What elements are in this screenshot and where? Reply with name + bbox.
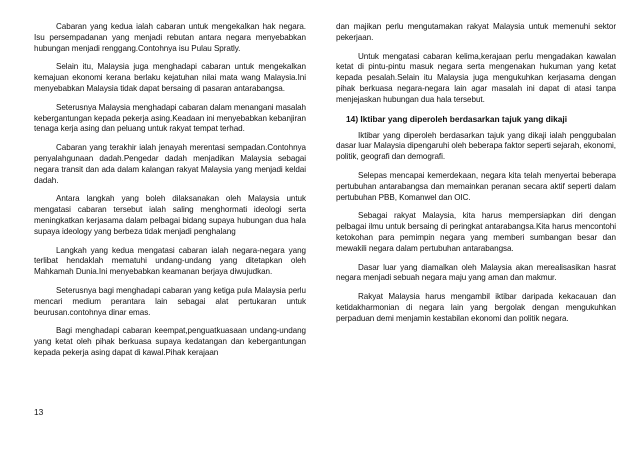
paragraph: Iktibar yang diperoleh berdasarkan tajuk yang dikaji ialah penggubalan dasar luar Malaysia dipengaruhi oleh beberapa faktor seperti sejarah, ekonomi, politik, geografi dan demografi. bbox=[336, 130, 616, 162]
paragraph: Antara langkah yang boleh dilaksanakan oleh Malaysia untuk mengatasi cabaran tersebut ialah saling menghormati ideologi serta meningkatkan kerjasama dalam pelbagai bidang supaya hubungan dua hala supaya ideology yang berbeza tidak menjadi penghalang bbox=[34, 194, 306, 236]
paragraph: Dasar luar yang diamalkan oleh Malaysia akan merealisasikan hasrat negara menjadi sebuah negara maju yang aman dan makmur. bbox=[336, 262, 616, 283]
paragraph: Rakyat Malaysia harus mengambil iktibar daripada kekacauan dan ketidakharmonian di negara lain yang bergolak dengan mengukuhkan perpaduan demi menjamin kestabilan ekonomi dan politik negara. bbox=[336, 292, 616, 323]
paragraph: Cabaran yang kedua ialah cabaran untuk mengekalkan hak negara. Isu persempadanan yang menjadi rebutan antara negara menyebabkan hubungan menjadi renggang.Contohnya isu Pulau Spratly. bbox=[34, 22, 306, 53]
paragraph: Langkah yang kedua mengatasi cabaran ialah negara-negara yang terlibat hendaklah mematuhi undang-undang yang ditetapkan oleh Mahkamah Dunia.Ini menyebabkan keamanan berjaya diwujudkan. bbox=[34, 245, 306, 277]
section-heading: 14) Iktibar yang diperoleh berdasarkan tajuk yang dikaji bbox=[346, 113, 568, 124]
paragraph: Selepas mencapai kemerdekaan, negara kita telah menyertai beberapa pertubuhan antarabangsa dan memainkan peranan secara aktif seperti dalam pertubuhan PBB, Komanwel dan OIC. bbox=[336, 170, 616, 202]
paragraph: Selain itu, Malaysia juga menghadapi cabaran untuk mengekalkan kemajuan ekonomi kerana berlaku kejatuhan nilai mata wang Malaysia.Ini menyebabkan Malaysia tidak dapat bersaing di pasaran antarabangsa. bbox=[34, 62, 306, 93]
paragraph: Cabaran yang terakhir ialah jenayah merentasi sempadan.Contohnya penyalahgunaan dadah.Pengedar dadah menjadikan Malaysia sebagai negara transit dan ada dalam kalangan rakyat Malaysia yang menjadi keldai dadah. bbox=[34, 143, 306, 185]
left-column bbox=[34, 22, 306, 367]
paragraph: Untuk mengatasi cabaran kelima,kerajaan perlu mengadakan kawalan ketat di pintu-pintu masuk negara serta mengenakan hukuman yang ketat kepada pesalah.Selain itu Malaysia juga mengukuhkan kerjasama dengan pihak berkuasa negara-negara lain agar masalah ini dapat di atasi tanpa menjejaskan hubungan dua hala tersebut. bbox=[336, 51, 616, 104]
paragraph: Sebagai rakyat Malaysia, kita harus mempersiapkan diri dengan pelbagai ilmu untuk bersaing di peringkat antarabangsa.Kita harus mencontohi ketokohan para pemimpin negara yang memberi sumbangan besar dan mewakili negara dalam pertubuhan antarabangsa. bbox=[336, 211, 616, 253]
paragraph: Bagi menghadapi cabaran keempat,penguatkuasaan undang-undang yang ketat oleh pihak berkuasa supaya kedatangan dan kebergantungan kepada pekerja asing dapat di kawal.Pihak kerajaan bbox=[34, 326, 306, 357]
page-number: 13 bbox=[34, 407, 44, 417]
right-column bbox=[336, 22, 616, 333]
paragraph-continued: dan majikan perlu mengutamakan rakyat Malaysia untuk memenuhi sektor pekerjaan. bbox=[336, 22, 616, 42]
paragraph: Seterusnya Malaysia menghadapi cabaran dalam menangani masalah kebergantungan kepada pekerja asing.Keadaan ini menyebabkan kebanjiran tenaga kerja asing dan peluang untuk rakyat tempat terhad. bbox=[34, 102, 306, 134]
paragraph: Seterusnya bagi menghadapi cabaran yang ketiga pula Malaysia perlu mencari medium perantara lain sebagai alat pertukaran untuk beurusan.contohnya dinar emas. bbox=[34, 285, 306, 317]
